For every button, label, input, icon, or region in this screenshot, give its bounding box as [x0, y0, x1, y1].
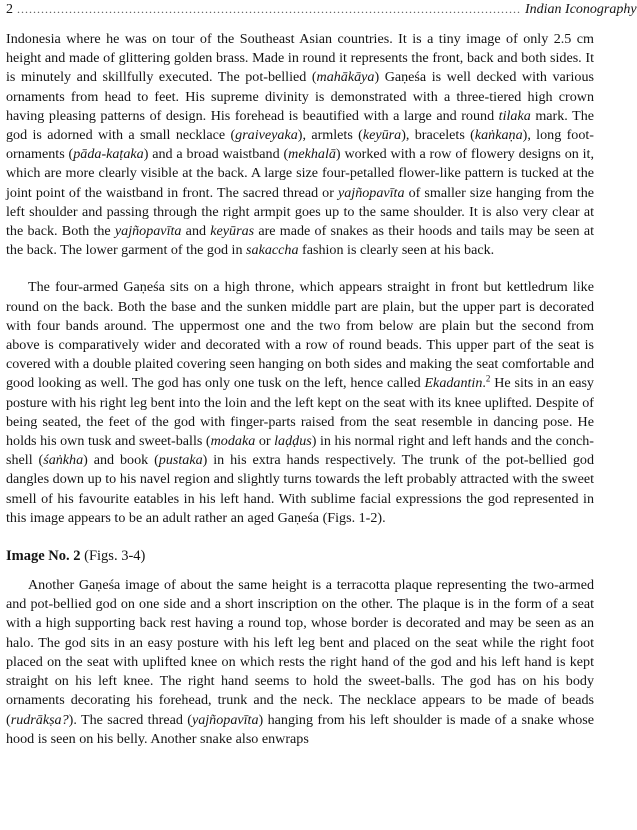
text-run: . [482, 375, 486, 392]
text-run: ) worked with a row of flowery designs on it, which are more clearly visible at the back. A large size four-petalled flower-like pattern is tucked at the joint point of the waistband in front. The sacred thread or [6, 146, 594, 201]
italic-term: yajñopavīta [191, 711, 259, 728]
italic-term: pāda-kaṭaka [73, 146, 144, 163]
heading-bold: Image No. 2 [6, 548, 81, 565]
italic-term: rudrākṣa? [10, 711, 69, 728]
running-title: Indian Iconography [525, 2, 637, 17]
text-run: He sits in an easy posture with his right leg bent into the loin and the left kept on the seat with its knee uplifted. Despite of being seated, the feet of the god with finger-parts raised from the seat resemble in dancing pose. He holds his own tusk and sweet-balls ( [6, 375, 594, 450]
text-run: ) in his extra hands respectively. The trunk of the pot-bellied god dangles down up to his navel region and slightly turns towards the left probably attracted with the sweet smell of his favourite eatables in his left hand. With sublime facial expressions the god represented in this image appears to be an adult rather an aged Gaṇeśa (Figs. 1-2). [6, 452, 594, 526]
text-run: ) in his normal right and left hands and the conch-shell ( [6, 433, 594, 469]
italic-term: modaka [210, 433, 256, 450]
italic-term: Ekadantin [424, 375, 483, 392]
italic-term: graiveyaka [235, 127, 298, 144]
italic-term: śaṅkha [43, 452, 84, 469]
italic-term: mekhalā [288, 146, 336, 163]
text-run: fashion is clearly seen at his back. [298, 242, 495, 259]
text-run: mark. The god is adorned with a small necklace ( [6, 107, 595, 144]
italic-term: keyūras [210, 223, 255, 240]
text-run: ). The sacred thread ( [68, 711, 192, 728]
paragraph-gap [6, 260, 594, 278]
italic-term: kaṅkaṇa [474, 127, 523, 144]
italic-term: pustaka [158, 452, 203, 469]
text-run: ) and a broad waistband ( [143, 146, 289, 163]
section-heading [6, 546, 594, 566]
page-number: 2 [6, 2, 13, 17]
text-run: and [181, 223, 211, 240]
footnote-marker: 2 [485, 373, 491, 384]
heading-rest: (Figs. 3-4) [80, 548, 146, 565]
text-run: ), armlets ( [297, 127, 363, 144]
italic-term: laḍḍus [274, 433, 312, 450]
italic-term: keyūra [362, 127, 402, 144]
italic-term: mahākāya [316, 69, 375, 86]
italic-term: sakaccha [246, 242, 299, 259]
text-run: Indonesia where he was on tour of the Southeast Asian countries. It is a tiny image of only 2.5 cm height and made of glittering golden brass. Made in round it represents the front, back and both sides. It is minutely and skillfully executed. The pot-bellied ( [6, 31, 594, 86]
text-run: ) and book ( [83, 452, 159, 469]
text-run: ), bracelets ( [401, 127, 475, 144]
text-run: The four-armed Gaṇeśa sits on a high throne, which appears straight in front but kettledrum like round on the back. Both the base and the sunken middle part are plain, but the upper part is decorated with four bands around. The uppermost one and the two from below are plain but the second from above is comparatively wider and decorated with a row of round beads. This upper part of the seat is covered with a double plaited covering seen hanging on both sides and making the seat comfortable and good looking as well. The god has only one tusk on the left, hence called [6, 279, 594, 392]
text-run: or [255, 433, 275, 450]
text-run: Another Gaṇeśa image of about the same height is a terracotta plaque representing the two-armed and pot-bellied god on one side and a short inscription on the other. The plaque is in the form of a seat with a high supporting back rest having a round top, whose border is decorated and may be seen as an halo. The god sits in an easy posture with his left leg bent and placed on the seat while the right foot placed on the seat with uplifted knee on which rests the right hand of the god and his left hand is kept straight on his left knee. The right hand seems to hold the sweet-balls. The god has on his body ornaments decorating his forehead, trunk and the neck. The necklace appears to be made of beads ( [6, 577, 594, 728]
paragraph-2 [6, 278, 594, 528]
text-run: ), long foot-ornaments ( [6, 127, 594, 163]
running-head [6, 2, 637, 26]
text-run: are made of snakes as their hoods and tails may be seen at the back. The lower garment of the god in [6, 223, 594, 259]
italic-term: yajñopavīta [337, 184, 405, 201]
paragraph-gap [6, 566, 594, 576]
paragraph-3 [6, 576, 594, 749]
italic-term: tilaka [498, 107, 531, 124]
text-run: ) Gaṇeśa is well decked with various ornaments from head to feet. His supreme divinity is demonstrated with a three-tiered high crown having pleasing patterns of design. His forehead is beautified with a large and round [6, 69, 594, 124]
italic-term: yajñopavīta [114, 223, 182, 240]
paragraph-gap [6, 528, 594, 546]
leader-dots: .............................................................................................................................. [17, 2, 521, 16]
paragraph-1 [6, 30, 594, 260]
page-body [6, 30, 594, 749]
text-run: of smaller size hanging from the left shoulder and passing through the right armpit goes up to the same shoulder. It is also very clear at the back. Both the [6, 184, 594, 240]
text-run: ) hanging from his left shoulder is made of a snake whose hood is seen on his belly. Another snake also enwraps [6, 711, 594, 747]
